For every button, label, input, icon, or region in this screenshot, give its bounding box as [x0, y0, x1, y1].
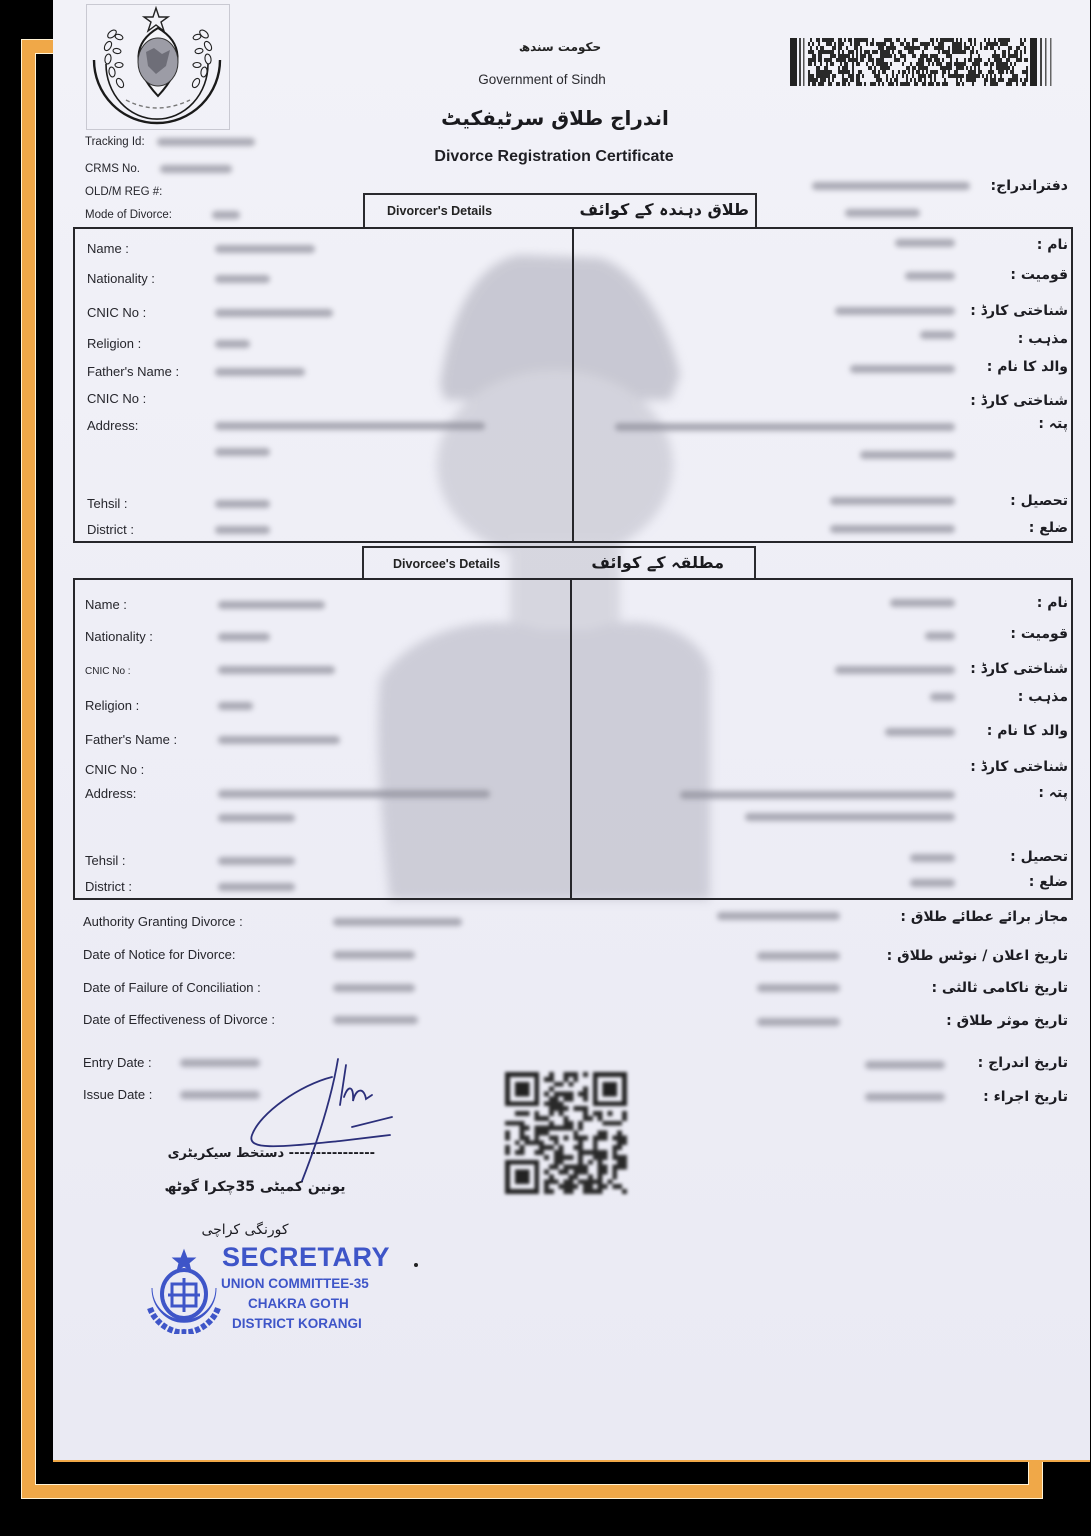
divorcer-district-value [215, 526, 270, 534]
divorcee-address-label: Address: [85, 786, 137, 801]
divorcee-address-value-line2 [218, 814, 295, 822]
divorcee-tehsil-value-urdu [910, 854, 955, 862]
divorcer-cnic-value-urdu [835, 307, 955, 315]
divorcee-tehsil-label-urdu: تحصیل : [1010, 849, 1068, 865]
entry-date-label-urdu: تاریخ اندراج : [977, 1055, 1068, 1071]
divorcer-nationality-value-urdu [905, 272, 955, 280]
divorcer-tehsil-value [215, 500, 270, 508]
divorcer-religion-value-urdu [920, 331, 955, 339]
divorcer-nationality-value [215, 275, 270, 283]
authority-granting-divorce-value-urdu [717, 912, 840, 920]
divorcee-address-value-urdu [680, 791, 955, 799]
page-title: Divorce Registration Certificate [434, 148, 674, 165]
divorcer-name-label-urdu: نام : [1036, 237, 1068, 253]
divorcee-section-header [362, 546, 756, 580]
crms-no-label: CRMS No. [85, 163, 140, 175]
divorcer-district-value-urdu [830, 525, 955, 533]
sindh-government-emblem-icon [86, 4, 230, 130]
date-of-notice-label: Date of Notice for Divorce: [83, 947, 236, 962]
divorcee-father-cnic-label-urdu: شناختی کارڈ : [970, 759, 1068, 775]
divorcee-title-urdu: مطلقہ کے کوائف [591, 553, 724, 572]
city-text: کورنگی کراچی [201, 1222, 289, 1238]
date-of-notice-value [333, 951, 415, 959]
union-committee-text: یونین کمیٹی 35چکرا گوٹھ [164, 1179, 346, 1195]
date-of-failure-of-conciliation-value [333, 984, 415, 992]
divorcee-nationality-label: Nationality : [85, 629, 153, 644]
divorcee-father-cnic-label: CNIC No : [85, 762, 145, 777]
divorcee-column-divider [570, 578, 572, 900]
divorcer-column-divider [572, 227, 574, 543]
gov-urdu-heading: حکومت سندھ [518, 40, 602, 54]
mode-of-divorce-value [212, 211, 240, 219]
stamp-title: SECRETARY [222, 1242, 391, 1272]
divorcer-name-value-urdu [895, 239, 955, 247]
entry-date-label: Entry Date : [83, 1055, 152, 1070]
divorcee-name-label-urdu: نام : [1036, 595, 1068, 611]
divorcer-district-label: District : [87, 522, 134, 537]
divorcee-name-value [218, 601, 325, 609]
divorcee-father-name-label: Father's Name : [85, 732, 178, 747]
gov-english-heading: Government of Sindh [478, 72, 606, 87]
authority-granting-divorce-label: Authority Granting Divorce : [83, 914, 243, 929]
divorcer-cnic-label-urdu: شناختی کارڈ : [970, 303, 1068, 319]
divorcee-district-label-urdu: ضلع : [1028, 874, 1068, 890]
divorcee-cnic-label: CNIC No : [85, 666, 131, 677]
authority-granting-divorce-label-urdu: مجاز برائے عطائے طلاق : [900, 909, 1068, 925]
divorcee-nationality-label-urdu: قومیت : [1010, 626, 1068, 642]
date-of-failure-of-conciliation-label-urdu: تاریخ ناکامی ثالثی : [931, 980, 1068, 996]
divorcer-name-label: Name : [87, 241, 129, 256]
divorcee-district-value-urdu [910, 879, 955, 887]
divorcee-address-label-urdu: پتہ : [1038, 785, 1068, 801]
stamp-line-3: DISTRICT KORANGI [232, 1316, 362, 1331]
qr-code-icon [505, 1072, 627, 1194]
divorcer-religion-label-urdu: مذہب : [1017, 331, 1068, 347]
title-urdu: اندراج طلاق سرٹیفکیٹ [441, 106, 669, 130]
entry-date-value-urdu [865, 1061, 945, 1069]
registry-office-value-line2 [845, 209, 920, 217]
old-m-reg-label: OLD/M REG #: [85, 186, 163, 198]
mode-of-divorce-label: Mode of Divorce: [85, 209, 172, 221]
issue-date-label-urdu: تاریخ اجراء : [983, 1089, 1068, 1105]
crms-no-value [160, 165, 232, 173]
divorcee-religion-label: Religion : [85, 698, 140, 713]
divorcer-father-name-value-urdu [850, 365, 955, 373]
stamp-line-1: UNION COMMITTEE-35 [221, 1276, 369, 1291]
divorcer-address-label: Address: [87, 418, 139, 433]
divorcee-title-english: Divorcee's Details [393, 557, 501, 571]
issue-date-label: Issue Date : [83, 1087, 153, 1102]
date-of-failure-of-conciliation-value-urdu [757, 984, 840, 992]
date-of-effectiveness-value [333, 1016, 418, 1024]
issue-date-value-urdu [865, 1093, 945, 1101]
registry-office-value [812, 182, 970, 190]
divorcer-father-cnic-label-urdu: شناختی کارڈ : [970, 393, 1068, 409]
pdf417-barcode-icon [790, 38, 1054, 86]
divorcer-father-name-label-urdu: والد کا نام : [986, 359, 1068, 375]
divorcee-cnic-value-urdu [835, 666, 955, 674]
registry-office-label: دفتراندراج: [990, 178, 1068, 194]
handwritten-signature-icon [240, 1055, 400, 1185]
tracking-id-label: Tracking Id: [85, 136, 145, 148]
date-of-notice-value-urdu [757, 952, 840, 960]
divorcer-father-name-value [215, 368, 305, 376]
divorcer-tehsil-value-urdu [830, 497, 955, 505]
divorcer-address-label-urdu: پتہ : [1038, 416, 1068, 432]
divorcer-cnic-value [215, 309, 333, 317]
divorcee-nationality-value [218, 633, 270, 641]
divorcer-nationality-label: Nationality : [87, 271, 155, 286]
divorcee-tehsil-label: Tehsil : [85, 853, 126, 868]
secretary-signature-line: ---------------- دستخط سیکریٹری [167, 1146, 375, 1161]
divorcee-name-label: Name : [85, 597, 127, 612]
divorcer-address-value-line2 [215, 448, 270, 456]
divorcee-father-name-value-urdu [885, 728, 955, 736]
date-of-effectiveness-label: Date of Effectiveness of Divorce : [83, 1012, 275, 1027]
divorcee-father-name-value [218, 736, 340, 744]
divorcer-religion-label: Religion : [87, 336, 142, 351]
divorcer-address-value-urdu-line2 [860, 451, 955, 459]
pakistan-emblem-stamp-icon [146, 1248, 222, 1334]
divorcer-section-header [363, 193, 757, 229]
divorcer-address-value [215, 422, 485, 430]
date-of-failure-of-conciliation-label: Date of Failure of Conciliation : [83, 980, 261, 995]
divorcer-title-urdu: طلاق دہندہ کے کوائف [579, 200, 749, 219]
divorcee-father-name-label-urdu: والد کا نام : [986, 723, 1068, 739]
divorcee-religion-value [218, 702, 253, 710]
authority-granting-divorce-value [333, 918, 462, 926]
date-of-effectiveness-value-urdu [757, 1018, 840, 1026]
divorcee-religion-label-urdu: مذہب : [1017, 689, 1068, 705]
date-of-notice-label-urdu: تاریخ اعلان / نوٹس طلاق : [886, 948, 1068, 964]
divorcee-district-value [218, 883, 295, 891]
divorcee-religion-value-urdu [930, 693, 955, 701]
divorcer-title-english: Divorcer's Details [387, 204, 493, 218]
divorcer-address-value-urdu [615, 423, 955, 431]
divorcer-name-value [215, 245, 315, 253]
divorcer-tehsil-label-urdu: تحصیل : [1010, 493, 1068, 509]
divorcee-cnic-label-urdu: شناختی کارڈ : [970, 661, 1068, 677]
divorcee-nationality-value-urdu [925, 632, 955, 640]
divorcer-father-name-label: Father's Name : [87, 364, 180, 379]
divorcee-cnic-value [218, 666, 335, 674]
tracking-id-value [157, 138, 255, 146]
divorcee-tehsil-value [218, 857, 295, 865]
divorcer-religion-value [215, 340, 250, 348]
divorcee-address-value-urdu-line2 [745, 813, 955, 821]
divorcee-address-value [218, 790, 490, 798]
divorcee-district-label: District : [85, 879, 132, 894]
divorcee-name-value-urdu [890, 599, 955, 607]
divorcer-nationality-label-urdu: قومیت : [1010, 267, 1068, 283]
divorcer-cnic-label: CNIC No : [87, 305, 147, 320]
ink-dot [414, 1263, 418, 1267]
divorcer-tehsil-label: Tehsil : [87, 496, 128, 511]
divorcer-father-cnic-label: CNIC No : [87, 391, 147, 406]
date-of-effectiveness-label-urdu: تاریخ موثر طلاق : [946, 1013, 1068, 1029]
stamp-line-2: CHAKRA GOTH [248, 1296, 349, 1311]
divorcer-district-label-urdu: ضلع : [1028, 520, 1068, 536]
